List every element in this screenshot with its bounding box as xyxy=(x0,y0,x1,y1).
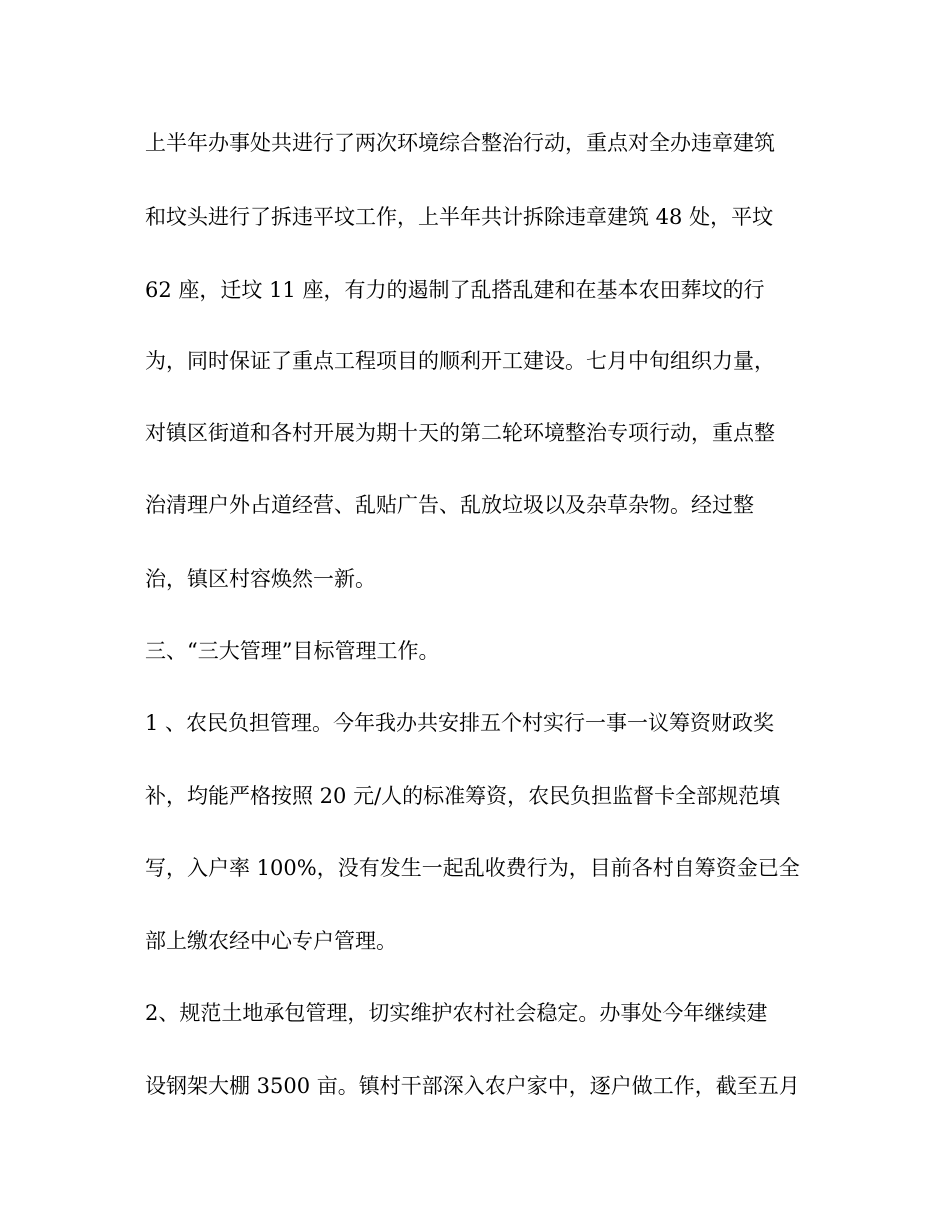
text-line: 1 、农民负担管理。今年我办共安排五个村实行一事一议筹资财政奖 xyxy=(145,711,775,735)
text-line: 2、规范土地承包管理，切实维护农村社会稳定。办事处今年继续建 xyxy=(145,1001,768,1025)
text-line: 和坟头进行了拆违平坟工作，上半年共计拆除违章建筑 48 处，平坟 xyxy=(145,205,774,229)
text-line: 上半年办事处共进行了两次环境综合整治行动，重点对全办违章建筑 xyxy=(145,131,775,155)
text-line: 设钢架大棚 3500 亩。镇村干部深入农户家中，逐户做工作，截至五月 xyxy=(145,1074,800,1098)
text-line: 部上缴农经中心专户管理。 xyxy=(145,929,397,953)
text-line: 为，同时保证了重点工程项目的顺利开工建设。七月中旬组织力量， xyxy=(145,349,775,373)
text-line: 62 座，迁坟 11 座，有力的遏制了乱搭乱建和在基本农田葬坟的行 xyxy=(145,278,765,302)
text-line: 对镇区街道和各村开展为期十天的第二轮环境整治专项行动，重点整 xyxy=(145,421,775,445)
text-line: 治，镇区村容焕然一新。 xyxy=(145,567,376,591)
text-line: 补，均能严格按照 20 元/人的标准筹资，农民负担监督卡全部规范填 xyxy=(145,784,781,808)
section-heading: 三、“三大管理”目标管理工作。 xyxy=(145,639,440,663)
text-line: 写，入户率 100%，没有发生一起乱收费行为，目前各村自筹资金已全 xyxy=(145,856,800,880)
text-line: 治清理户外占道经营、乱贴广告、乱放垃圾以及杂草杂物。经过整 xyxy=(145,493,754,517)
